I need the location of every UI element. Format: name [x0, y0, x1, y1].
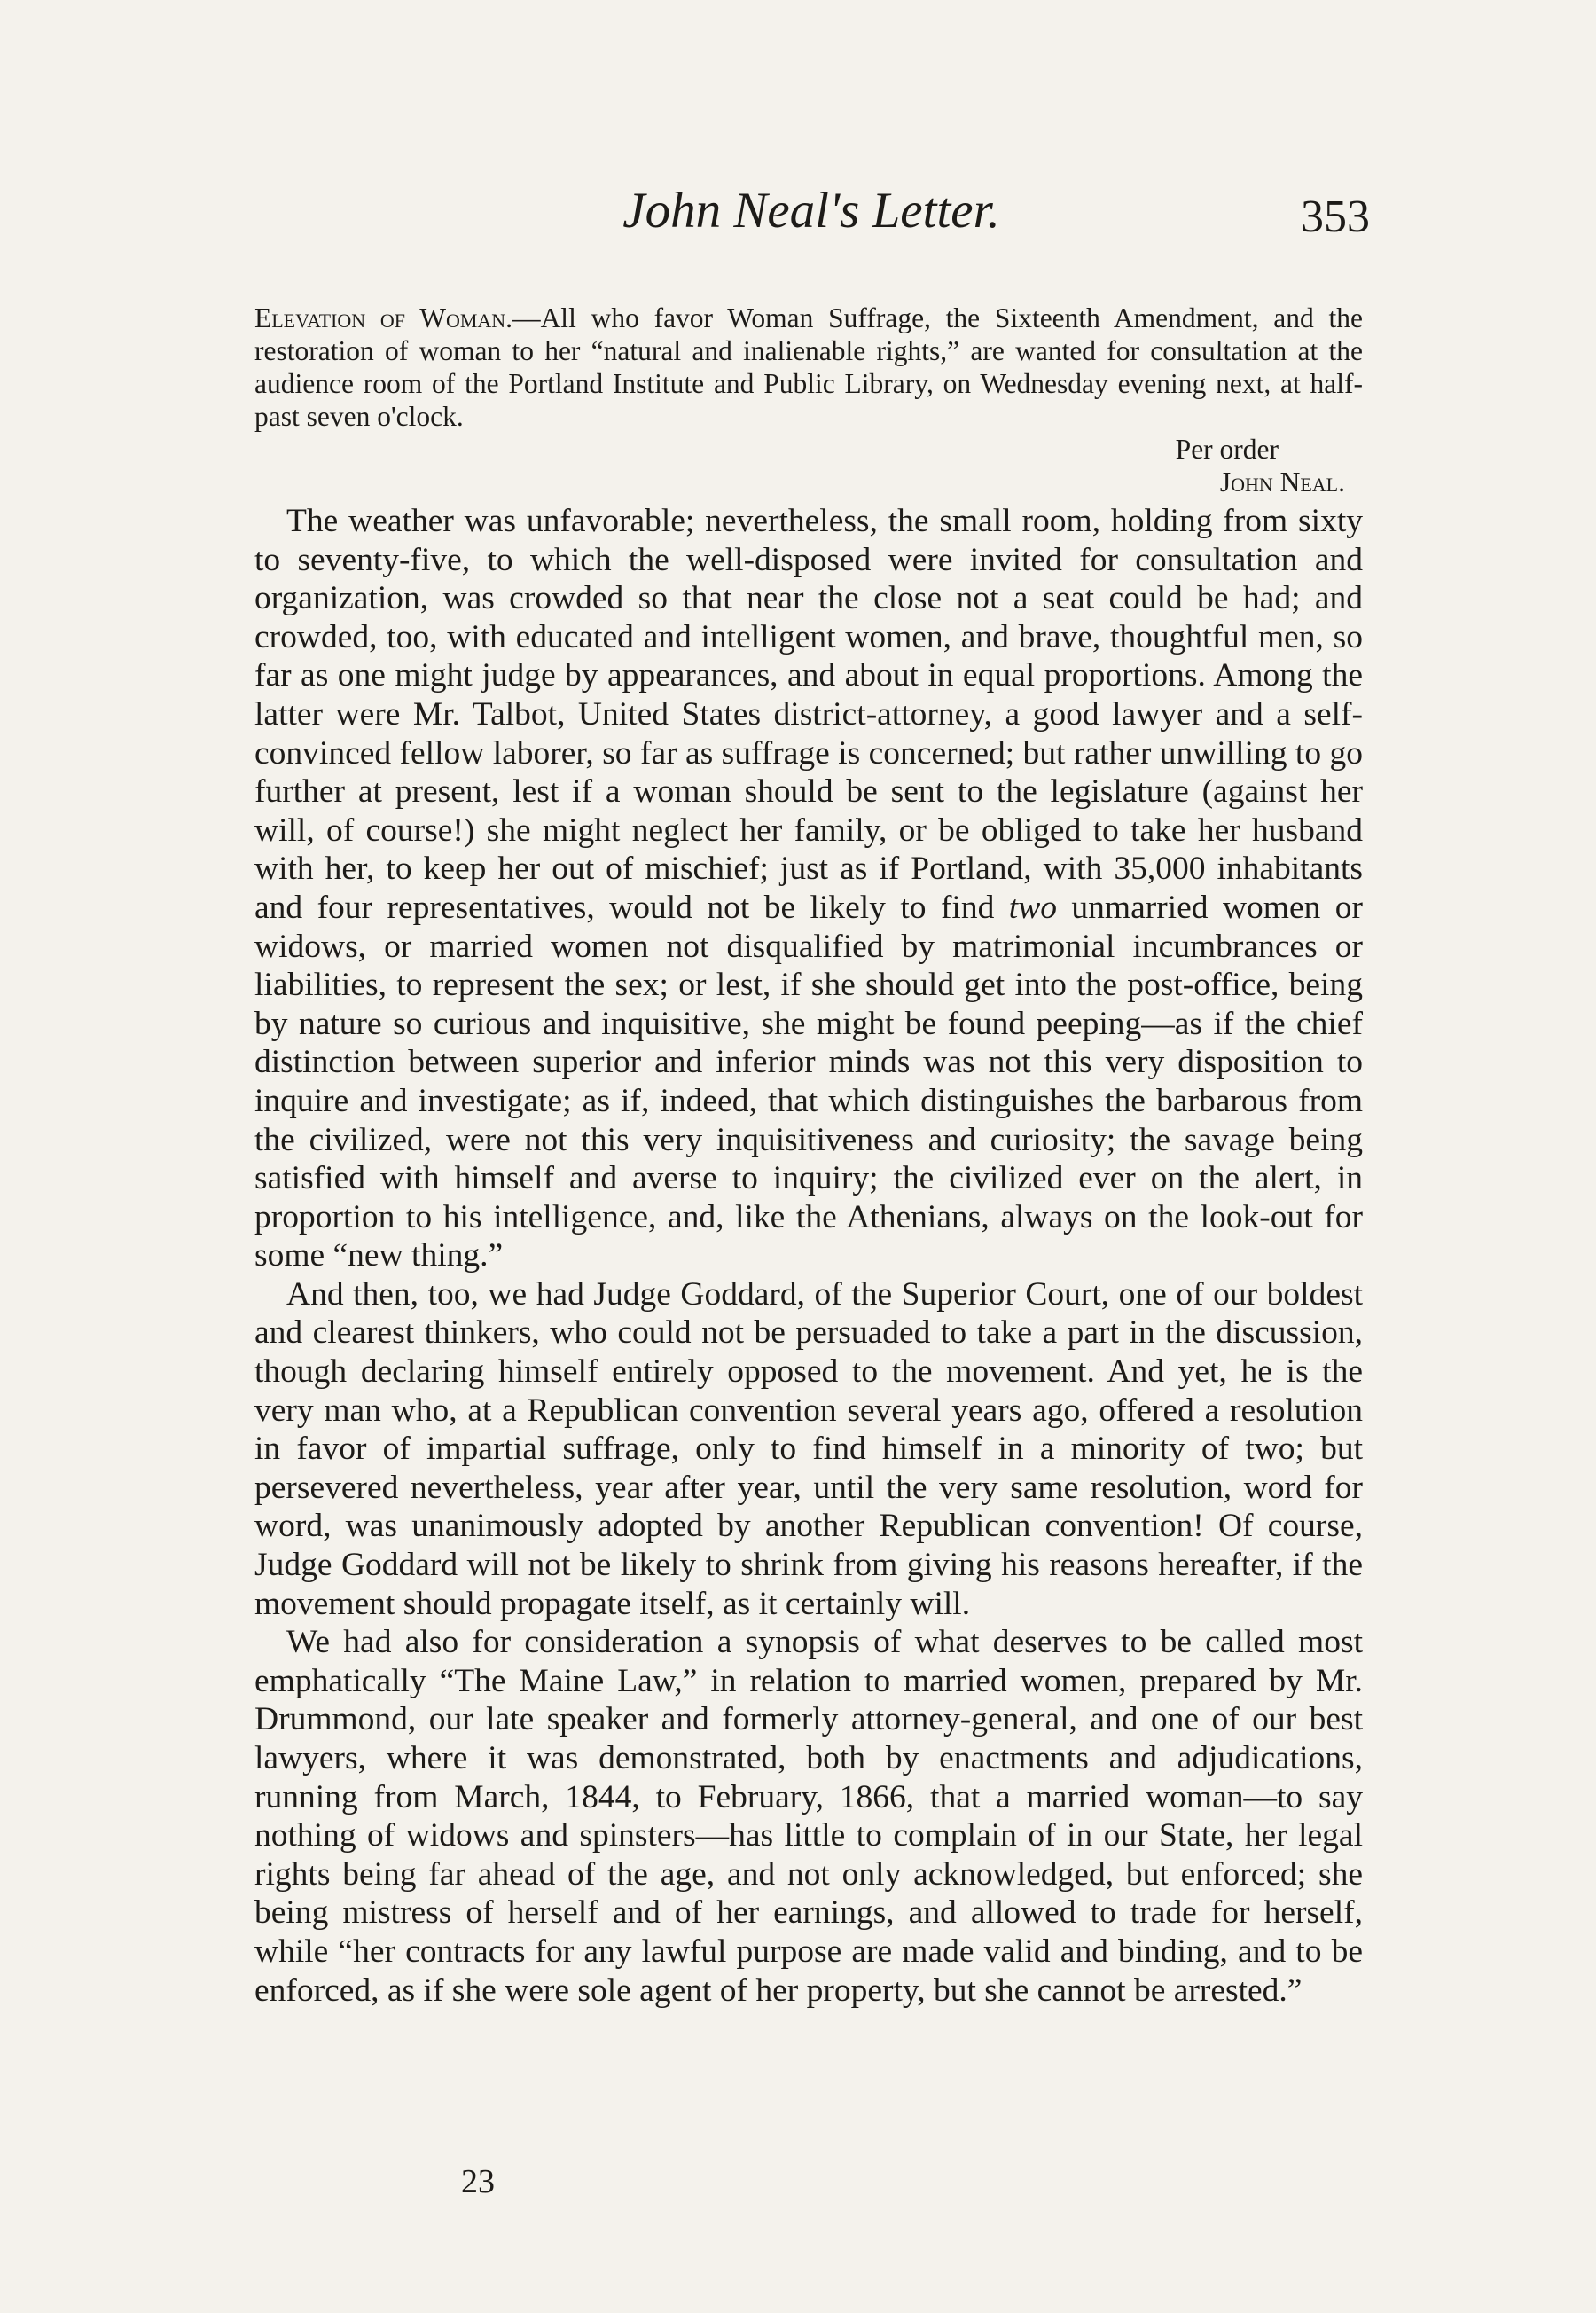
- paragraph-1-emphasis: two: [1008, 889, 1057, 926]
- notice-paragraph: [254, 302, 1363, 433]
- page-header: [253, 182, 1370, 262]
- notice-text: —All who favor Woman Suffrage, the Sixteenth Amendment, and the restoration of woman to her “natural and inalienable rights,” are wanted for consultation at the audience room of the Portland Institute and Public Library, on Wednesday evening next, at half-past seven o'clock.: [254, 302, 1363, 432]
- running-title: John Neal's Letter.: [622, 183, 1000, 239]
- paragraph-1: [254, 502, 1363, 1275]
- notice-signature: John Neal.: [1219, 467, 1345, 498]
- per-order-line: Per order: [1175, 434, 1279, 465]
- paragraph-1-text: The weather was unfavorable; nevertheless, the small room, holding from sixty to seventy-five, to which the well-disposed were invited for consultation and organization, was crowded so that near the close not a seat could be had; and crowded, too, with educated and intelligent women, and brave, thoughtful men, so far as one might judge by appearances, and about in equal proportions. Among the latter were Mr. Talbot, United States district-attorney, a good lawyer and a self-convinced fellow laborer, so far as suffrage is concerned; but rather unwilling to go further at present, lest if a woman should be sent to the legislature (against her will, of course!) she might neglect her family, or be obliged to take her husband with her, to keep her out of mischief; just as if Portland, with 35,000 inhabitants and four representatives, would not be likely to find: [254, 503, 1363, 926]
- body-text: [254, 302, 1363, 2010]
- page-number: 353: [1301, 192, 1370, 242]
- notice-heading: Elevation of Woman.: [254, 302, 513, 333]
- signature-mark: 23: [461, 2163, 495, 2200]
- paragraph-2: And then, too, we had Judge Goddard, of the Superior Court, one of our boldest and clearest thinkers, who could not be persuaded to take a part in the discussion, though declaring himself entirely opposed to the movement. And yet, he is the very man who, at a Republican convention several years ago, offered a resolution in favor of impartial suffrage, only to find himself in a minority of two; but persevered nevertheless, year after year, until the very same resolution, word for word, was unanimously adopted by another Republican convention! Of course, Judge Goddard will not be likely to shrink from giving his reasons hereafter, if the movement should propagate itself, as it certainly will.: [254, 1275, 1363, 1622]
- paragraph-3: We had also for consideration a synopsis of what deserves to be called most emphatically “The Maine Law,” in relation to married women, prepared by Mr. Drummond, our late speaker and formerly attorney-general, and one of our best lawyers, where it was demonstrated, both by enactments and adjudications, running from March, 1844, to February, 1866, that a married woman—to say nothing of widows and spinsters—has little to complain of in our State, her legal rights being far ahead of the age, and not only acknowledged, but enforced; she being mistress of herself and of her earnings, and allowed to trade for herself, while “her contracts for any lawful purpose are made valid and binding, and to be enforced, as if she were sole agent of her property, but she cannot be arrested.”: [254, 1624, 1363, 2009]
- paragraph-1-rest: unmarried women or widows, or married women not disqualified by matrimonial incumbrances or liabilities, to represent the sex; or lest, if she should get into the post-office, being by nature so curious and inquisitive, she might be found peeping—as if the chief distinction between superior and inferior minds was not this very disposition to inquire and investigate; as if, indeed, that which distinguishes the barbarous from the civilized, were not this very inquisitiveness and curiosity; the savage being satisfied with himself and averse to inquiry; the civilized ever on the alert, in proportion to his intelligence, and, like the Athenians, always on the look-out for some “new thing.”: [254, 889, 1364, 1274]
